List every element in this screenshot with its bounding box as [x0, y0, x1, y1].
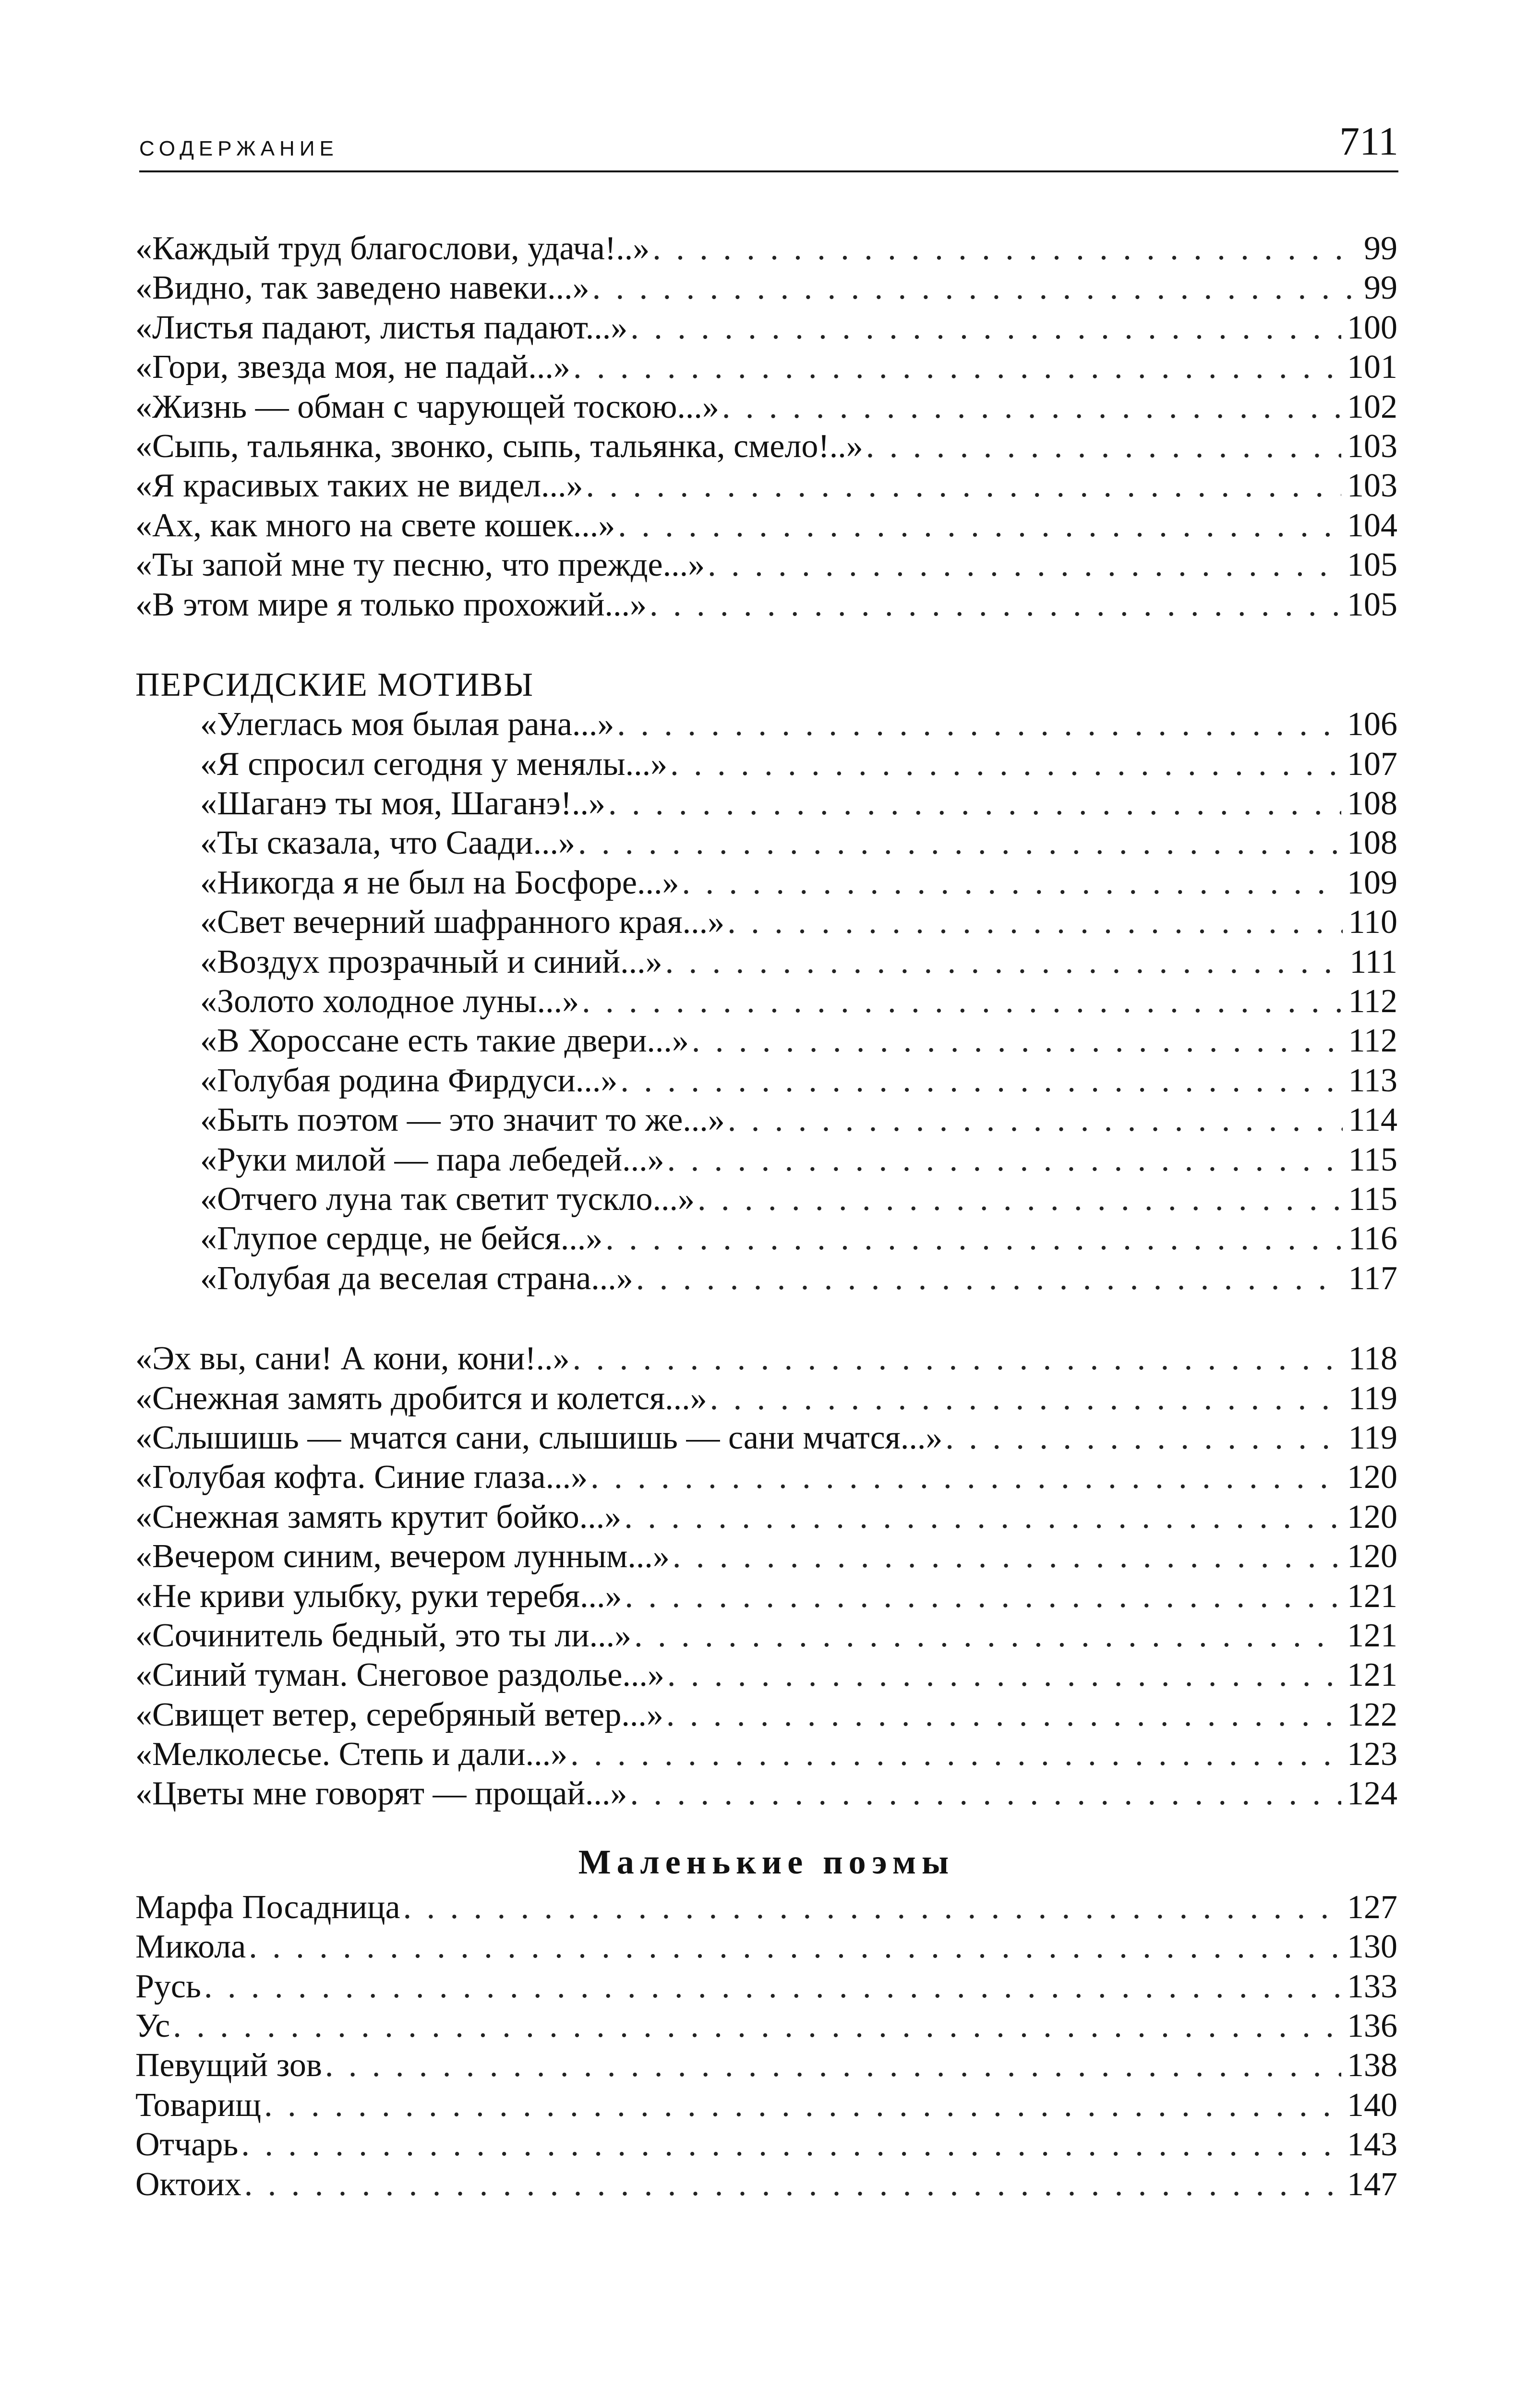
- toc-group-winter-poems: [135, 1339, 1397, 1814]
- dot-leader: [673, 1537, 1341, 1576]
- entry-title: Микола: [135, 1928, 246, 1966]
- entry-page-number: 121: [1347, 1656, 1397, 1694]
- entry-title: «Листья падают, листья падают...»: [135, 309, 628, 346]
- entry-title: «Цветы мне говорят — прощай...»: [135, 1775, 627, 1813]
- entry-page-number: 117: [1348, 1259, 1397, 1297]
- toc-entry: [135, 506, 1397, 545]
- toc-entry: [135, 1180, 1397, 1219]
- entry-page-number: 113: [1348, 1062, 1397, 1099]
- dot-leader: [667, 1656, 1341, 1695]
- entry-title: «Руки милой — пара лебедей...»: [200, 1141, 664, 1178]
- entry-page-number: 99: [1364, 269, 1397, 307]
- dot-leader: [945, 1418, 1342, 1458]
- dot-leader: [630, 1774, 1341, 1813]
- entry-title: «Никогда я не был на Босфоре...»: [200, 864, 679, 901]
- entry-title: «Глупое сердце, не бейся...»: [200, 1220, 603, 1257]
- entry-title: «Мелколесье. Степь и дали...»: [135, 1736, 568, 1773]
- entry-title: «Синий туман. Снеговое раздолье...»: [135, 1656, 664, 1694]
- toc-entry: [135, 903, 1397, 942]
- toc-entry: [135, 1656, 1397, 1695]
- toc-entry: [135, 1140, 1397, 1180]
- entry-title: Отчарь: [135, 2126, 239, 2163]
- toc-entry: [135, 427, 1397, 466]
- entry-page-number: 130: [1347, 1928, 1397, 1966]
- entry-title: «Свищет ветер, серебряный ветер...»: [135, 1696, 663, 1733]
- running-title: СОДЕРЖАНИЕ: [139, 137, 338, 160]
- entry-page-number: 109: [1347, 864, 1397, 901]
- dot-leader: [670, 745, 1341, 784]
- entry-title: «Сыпь, тальянка, звонко, сыпь, тальянка, смело!..»: [135, 427, 863, 465]
- entry-page-number: 103: [1347, 427, 1397, 465]
- entry-title: «Голубая кофта. Синие глаза...»: [135, 1459, 588, 1496]
- entry-title: «В Хороссане есть такие двери...»: [200, 1022, 689, 1060]
- toc-entry: [135, 2125, 1397, 2164]
- dot-leader: [625, 1577, 1341, 1616]
- toc-entry: [135, 1021, 1397, 1061]
- entry-title: «Отчего луна так светит тускло...»: [200, 1180, 695, 1218]
- dot-leader: [692, 1021, 1343, 1061]
- toc-entry: [135, 229, 1397, 268]
- entry-title: Ус: [135, 2007, 170, 2045]
- section-spacer: [135, 625, 1397, 665]
- toc-entry: [135, 268, 1397, 308]
- entry-page-number: 121: [1347, 1617, 1397, 1654]
- entry-page-number: 99: [1364, 230, 1397, 267]
- entry-page-number: 116: [1348, 1220, 1397, 1257]
- entry-title: «Вечером синим, вечером лунным...»: [135, 1538, 670, 1575]
- toc-entry: [135, 2165, 1397, 2204]
- dot-leader: [636, 1259, 1343, 1298]
- entry-page-number: 115: [1348, 1180, 1397, 1218]
- entry-title: «Снежная замять дробится и колется...»: [135, 1379, 707, 1417]
- table-of-contents: [135, 229, 1397, 2204]
- entry-title: «Свет вечерний шафранного края...»: [200, 904, 725, 941]
- toc-group-persian-motifs: [135, 705, 1397, 1298]
- entry-page-number: 133: [1347, 1968, 1397, 2005]
- entry-page-number: 110: [1348, 904, 1397, 941]
- entry-title: «Шаганэ ты моя, Шаганэ!..»: [200, 785, 606, 822]
- toc-entry: [135, 387, 1397, 427]
- dot-leader: [620, 1061, 1342, 1100]
- toc-entry: [135, 1498, 1397, 1537]
- entry-title: Певущий зов: [135, 2047, 322, 2084]
- toc-entry: [135, 784, 1397, 823]
- entry-title: «Жизнь — обман с чарующей тоскою...»: [135, 388, 719, 425]
- entry-title: «Я красивых таких не видел...»: [135, 467, 583, 505]
- entry-page-number: 114: [1348, 1101, 1397, 1139]
- dot-leader: [667, 1140, 1343, 1180]
- entry-page-number: 147: [1347, 2165, 1397, 2203]
- dot-leader: [586, 466, 1341, 506]
- entry-title: Русь: [135, 1968, 201, 2005]
- dot-leader: [617, 705, 1341, 744]
- toc-entry: [135, 2086, 1397, 2125]
- entry-page-number: 121: [1347, 1577, 1397, 1615]
- dot-leader: [590, 1458, 1341, 1497]
- entry-page-number: 119: [1348, 1379, 1397, 1417]
- toc-entry: [135, 1061, 1397, 1100]
- dot-leader: [866, 427, 1341, 466]
- entry-title: Товарищ: [135, 2086, 262, 2124]
- running-header: [139, 108, 1398, 172]
- dot-leader: [608, 784, 1341, 823]
- entry-title: «Слышишь — мчатся сани, слышишь — сани мчатся...»: [135, 1419, 943, 1456]
- dot-leader: [264, 2086, 1341, 2125]
- dot-leader: [249, 1927, 1341, 1967]
- dot-leader: [650, 585, 1341, 625]
- entry-title: «В этом мире я только прохожий...»: [135, 586, 647, 623]
- toc-entry: [135, 1339, 1397, 1378]
- toc-entry: [135, 1100, 1397, 1140]
- toc-entry: [135, 1735, 1397, 1774]
- toc-entry: [135, 982, 1397, 1021]
- toc-entry: [135, 705, 1397, 744]
- dot-leader: [578, 823, 1341, 863]
- toc-group-small-poems: [135, 1888, 1397, 2204]
- entry-title: «Сочинитель бедный, это ты ли...»: [135, 1617, 632, 1654]
- dot-leader: [727, 903, 1342, 942]
- entry-title: «Не криви улыбку, руки теребя...»: [135, 1577, 622, 1615]
- dot-leader: [573, 1339, 1343, 1378]
- dot-leader: [666, 1695, 1341, 1735]
- entry-title: «Голубая да веселая страна...»: [200, 1259, 633, 1297]
- entry-page-number: 112: [1348, 983, 1397, 1020]
- toc-entry: [135, 545, 1397, 585]
- entry-title: «Гори, звезда моя, не падай...»: [135, 349, 570, 386]
- entry-page-number: 102: [1347, 388, 1397, 425]
- entry-page-number: 123: [1347, 1736, 1397, 1773]
- dot-leader: [403, 1888, 1341, 1927]
- entry-page-number: 119: [1348, 1419, 1397, 1456]
- entry-page-number: 124: [1347, 1775, 1397, 1813]
- toc-entry: [135, 308, 1397, 348]
- entry-page-number: 101: [1347, 349, 1397, 386]
- toc-entry: [135, 823, 1397, 863]
- dot-leader: [573, 348, 1341, 387]
- dot-leader: [708, 545, 1341, 585]
- entry-title: «Ах, как много на свете кошек...»: [135, 507, 615, 544]
- dot-leader: [682, 863, 1342, 903]
- dot-leader: [710, 1379, 1343, 1418]
- entry-page-number: 127: [1347, 1888, 1397, 1926]
- entry-page-number: 136: [1347, 2007, 1397, 2045]
- entry-page-number: 105: [1347, 586, 1397, 623]
- dot-leader: [241, 2125, 1341, 2164]
- dot-leader: [173, 2006, 1341, 2046]
- entry-title: «Снежная замять крутит бойко...»: [135, 1498, 622, 1535]
- toc-entry: [135, 1458, 1397, 1497]
- toc-entry: [135, 1695, 1397, 1735]
- toc-entry: [135, 1577, 1397, 1616]
- toc-entry: [135, 1774, 1397, 1813]
- entry-page-number: 140: [1347, 2086, 1397, 2124]
- toc-entry: [135, 863, 1397, 903]
- entry-title: Октоих: [135, 2165, 241, 2203]
- section-spacer: [135, 1814, 1397, 1838]
- toc-entry: [135, 1616, 1397, 1656]
- entry-page-number: 122: [1347, 1696, 1397, 1733]
- toc-entry: [135, 1927, 1397, 1967]
- dot-leader: [722, 387, 1341, 427]
- entry-page-number: 105: [1347, 546, 1397, 584]
- toc-entry: [135, 585, 1397, 625]
- entry-title: «Каждый труд благослови, удача!..»: [135, 230, 650, 267]
- dot-leader: [570, 1735, 1341, 1774]
- entry-page-number: 115: [1348, 1141, 1397, 1178]
- entry-page-number: 120: [1347, 1498, 1397, 1535]
- dot-leader: [634, 1616, 1341, 1656]
- dot-leader: [698, 1180, 1343, 1219]
- dot-leader: [728, 1100, 1343, 1140]
- dot-leader: [582, 982, 1343, 1021]
- toc-entry: [135, 2006, 1397, 2046]
- dot-leader: [630, 308, 1341, 348]
- toc-entry: [135, 348, 1397, 387]
- entry-page-number: 100: [1347, 309, 1397, 346]
- section-spacer: [135, 1298, 1397, 1339]
- dot-leader: [605, 1219, 1342, 1258]
- entry-page-number: 106: [1347, 706, 1397, 743]
- toc-entry: [135, 1379, 1397, 1418]
- toc-entry: [135, 1537, 1397, 1576]
- entry-page-number: 112: [1348, 1022, 1397, 1060]
- entry-page-number: 111: [1349, 943, 1397, 980]
- toc-entry: [135, 1967, 1397, 2006]
- entry-title: «Быть поэтом — это значит то же...»: [200, 1101, 725, 1139]
- entry-page-number: 138: [1347, 2047, 1397, 2084]
- toc-entry: [135, 1418, 1397, 1458]
- entry-title: «Голубая родина Фирдуси...»: [200, 1062, 618, 1099]
- toc-entry: [135, 1219, 1397, 1258]
- dot-leader: [665, 943, 1344, 982]
- entry-page-number: 104: [1347, 507, 1397, 544]
- persian-motifs-heading: ПЕРСИДСКИЕ МОТИВЫ: [135, 666, 534, 703]
- entry-title: «Улеглась моя былая рана...»: [200, 706, 614, 743]
- toc-entry: [135, 1888, 1397, 1927]
- dot-leader: [592, 268, 1358, 308]
- entry-page-number: 118: [1348, 1340, 1397, 1378]
- dot-leader: [244, 2165, 1341, 2204]
- entry-page-number: 120: [1347, 1538, 1397, 1575]
- toc-group-untitled-poems: [135, 229, 1397, 625]
- entry-page-number: 143: [1347, 2126, 1397, 2163]
- entry-title: Марфа Посадница: [135, 1888, 400, 1926]
- toc-entry: [135, 1259, 1397, 1298]
- entry-page-number: 103: [1347, 467, 1397, 505]
- entry-page-number: 107: [1347, 745, 1397, 783]
- entry-title: «Ты запой мне ту песню, что прежде...»: [135, 546, 705, 584]
- entry-title: «Эх вы, сани! А кони, кони!..»: [135, 1340, 570, 1378]
- small-poems-heading: Маленькие поэмы: [578, 1842, 955, 1881]
- entry-title: «Я спросил сегодня у менялы...»: [200, 745, 668, 783]
- entry-page-number: 120: [1347, 1459, 1397, 1496]
- entry-title: «Воздух прозрачный и синий...»: [200, 943, 662, 980]
- dot-leader: [204, 1967, 1341, 2006]
- page-number: 711: [1339, 119, 1398, 164]
- dot-leader: [624, 1498, 1341, 1537]
- toc-entry: [135, 745, 1397, 784]
- toc-entry: [135, 466, 1397, 506]
- entry-title: «Ты сказала, что Саади...»: [200, 824, 576, 862]
- toc-entry: [135, 2046, 1397, 2085]
- entry-title: «Золото холодное луны...»: [200, 983, 579, 1020]
- entry-page-number: 108: [1347, 785, 1397, 822]
- entry-page-number: 108: [1347, 824, 1397, 862]
- dot-leader: [325, 2046, 1341, 2085]
- dot-leader: [618, 506, 1341, 545]
- entry-title: «Видно, так заведено навеки...»: [135, 269, 590, 307]
- dot-leader: [652, 229, 1358, 268]
- toc-entry: [135, 943, 1397, 982]
